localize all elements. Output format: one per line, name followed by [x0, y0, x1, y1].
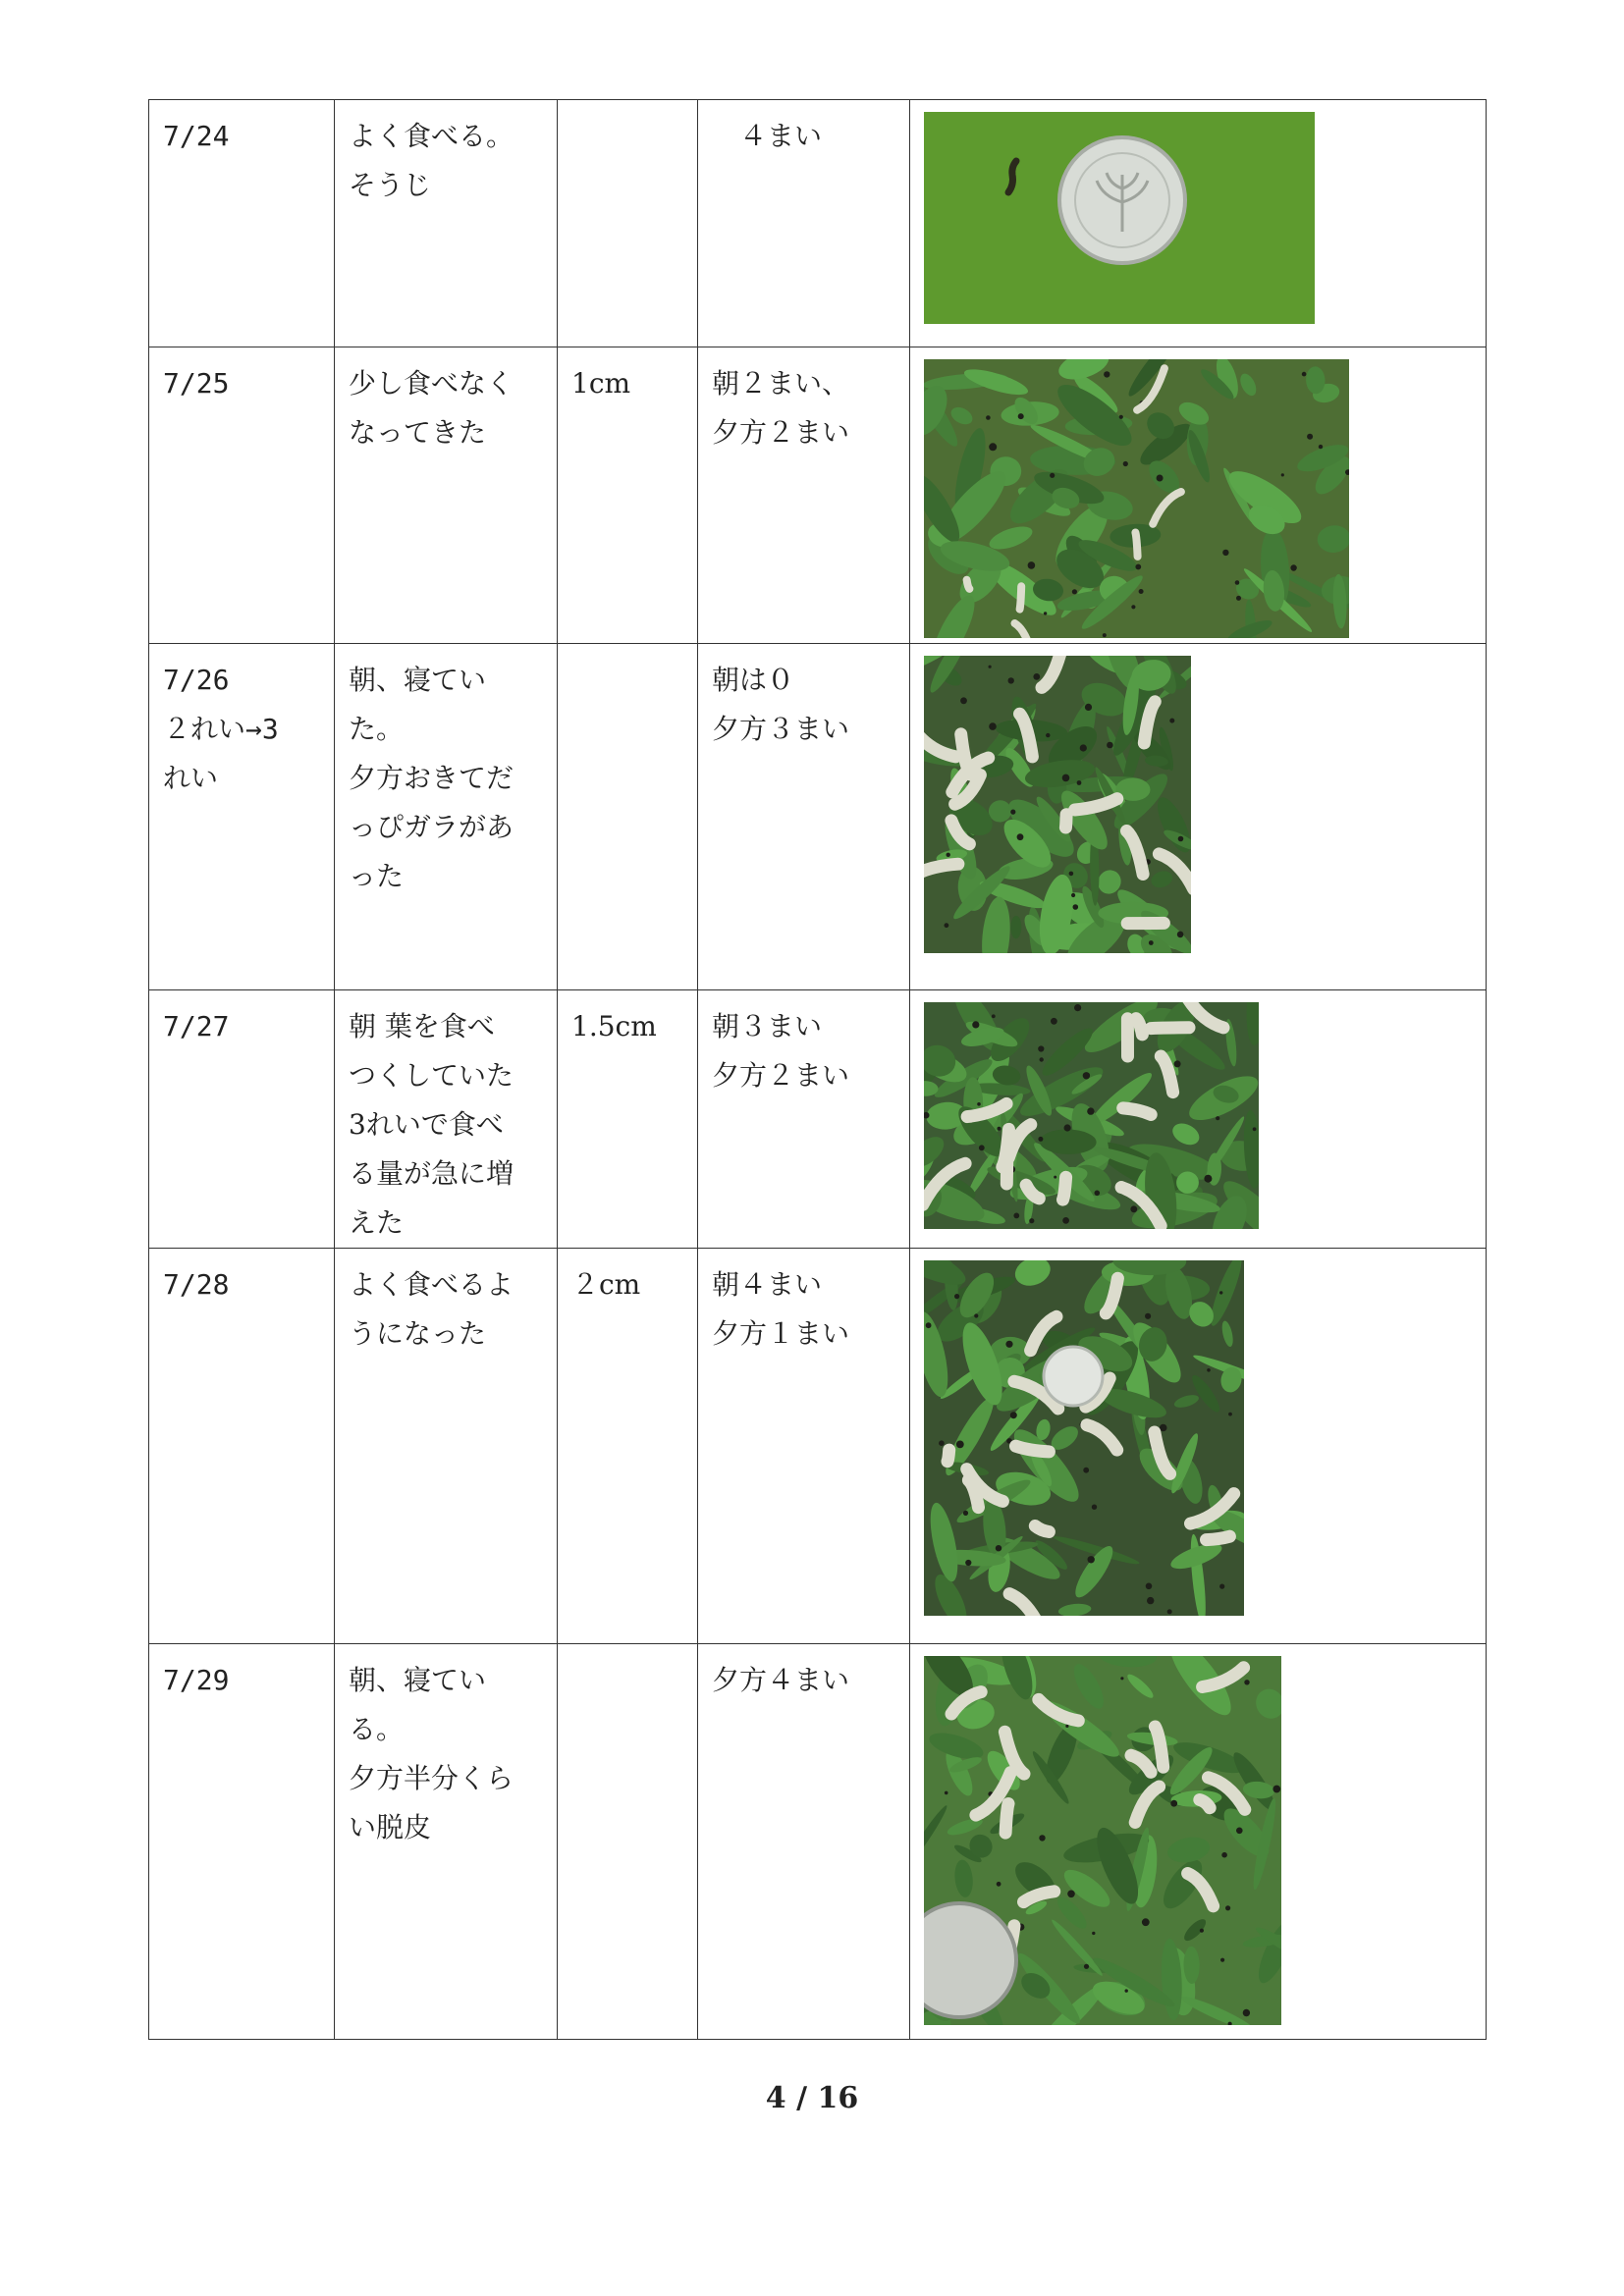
larvae-and-coin-photo — [924, 1656, 1281, 2025]
note-line: た。 — [349, 713, 405, 745]
photo-cell — [910, 347, 1487, 644]
photo-cell — [910, 1249, 1487, 1644]
leaves-line: 夕方１まい — [712, 1317, 850, 1350]
larvae-on-leaves-photo — [924, 656, 1191, 953]
diary-row — [149, 644, 1487, 990]
size-line: 1.5cm — [571, 1010, 657, 1042]
note-cell — [335, 644, 558, 990]
date-cell — [149, 644, 335, 990]
note-line: っぴガラがあ — [349, 811, 514, 843]
diary-row — [149, 100, 1487, 347]
date-line: 7/28 — [163, 1268, 230, 1301]
diary-row — [149, 1644, 1487, 2040]
leaves-line: 夕方３まい — [712, 713, 850, 745]
leaves-cell — [698, 1249, 910, 1644]
leaves-line: 朝３まい — [712, 1010, 823, 1042]
date-cell — [149, 1644, 335, 2040]
note-line: つくしていた — [349, 1059, 514, 1092]
photo-cell — [910, 100, 1487, 347]
page-total: 16 — [817, 2081, 859, 2115]
leaves-line: 朝４まい — [712, 1268, 823, 1301]
larvae-on-leaves-photo — [924, 359, 1349, 638]
note-line: えた — [349, 1206, 405, 1239]
note-line: 朝、寝てい — [349, 664, 487, 696]
note-line: なってきた — [349, 416, 487, 449]
note-line: 夕方半分くら — [349, 1762, 514, 1794]
note-line: った — [349, 860, 405, 892]
note-cell — [335, 100, 558, 347]
size-cell — [558, 990, 698, 1249]
leaves-cell — [698, 347, 910, 644]
silkworm-diary-table — [148, 99, 1487, 2040]
note-cell — [335, 990, 558, 1249]
page-separator: / — [785, 2081, 818, 2115]
size-line: 1cm — [571, 367, 631, 400]
note-line: る量が急に増 — [349, 1157, 514, 1190]
diary-row — [149, 1249, 1487, 1644]
leaves-cell — [698, 1644, 910, 2040]
date-line: 7/27 — [163, 1010, 230, 1042]
note-line: い脱皮 — [349, 1811, 432, 1843]
larvae-on-leaves-photo — [924, 1002, 1259, 1229]
note-line: 夕方おきてだ — [349, 762, 514, 794]
date-line: ２れい→3 — [163, 713, 279, 745]
size-cell — [558, 644, 698, 990]
date-line: 7/29 — [163, 1664, 230, 1696]
leaves-line: 朝は０ — [712, 664, 795, 696]
leaves-line: 夕方４まい — [712, 1664, 850, 1696]
size-cell — [558, 100, 698, 347]
photo-cell — [910, 990, 1487, 1249]
note-line: 3れいで食べ — [349, 1108, 504, 1141]
note-line: よく食べる。 — [349, 120, 514, 152]
leaves-cell — [698, 990, 910, 1249]
note-line: うになった — [349, 1317, 487, 1350]
note-line: る。 — [349, 1713, 405, 1745]
size-cell — [558, 1249, 698, 1644]
coin-and-larva-photo — [924, 112, 1315, 324]
note-line: よく食べるよ — [349, 1268, 514, 1301]
larvae-and-coin-photo — [924, 1260, 1244, 1616]
leaves-line: ４まい — [712, 120, 823, 152]
leaves-line: 夕方２まい — [712, 416, 850, 449]
date-line: れい — [163, 762, 219, 794]
size-line: ２cm — [571, 1268, 641, 1301]
page-current: 4 — [765, 2081, 786, 2115]
leaves-cell — [698, 644, 910, 990]
date-cell — [149, 100, 335, 347]
photo-cell — [910, 1644, 1487, 2040]
page-number — [0, 2081, 1624, 2115]
date-cell — [149, 347, 335, 644]
date-line: 7/26 — [163, 664, 230, 696]
size-cell — [558, 1644, 698, 2040]
leaves-line: 夕方２まい — [712, 1059, 850, 1092]
date-line: 7/24 — [163, 120, 230, 152]
note-cell — [335, 347, 558, 644]
diary-row — [149, 347, 1487, 644]
size-cell — [558, 347, 698, 644]
date-cell — [149, 1249, 335, 1644]
photo-cell — [910, 644, 1487, 990]
leaves-cell — [698, 100, 910, 347]
note-line: 朝 葉を食べ — [349, 1010, 495, 1042]
date-line: 7/25 — [163, 367, 230, 400]
note-line: そうじ — [349, 169, 432, 201]
note-line: 少し食べなく — [349, 367, 514, 400]
note-cell — [335, 1249, 558, 1644]
diary-row — [149, 990, 1487, 1249]
note-line: 朝、寝てい — [349, 1664, 487, 1696]
note-cell — [335, 1644, 558, 2040]
date-cell — [149, 990, 335, 1249]
leaves-line: 朝２まい、 — [712, 367, 850, 400]
